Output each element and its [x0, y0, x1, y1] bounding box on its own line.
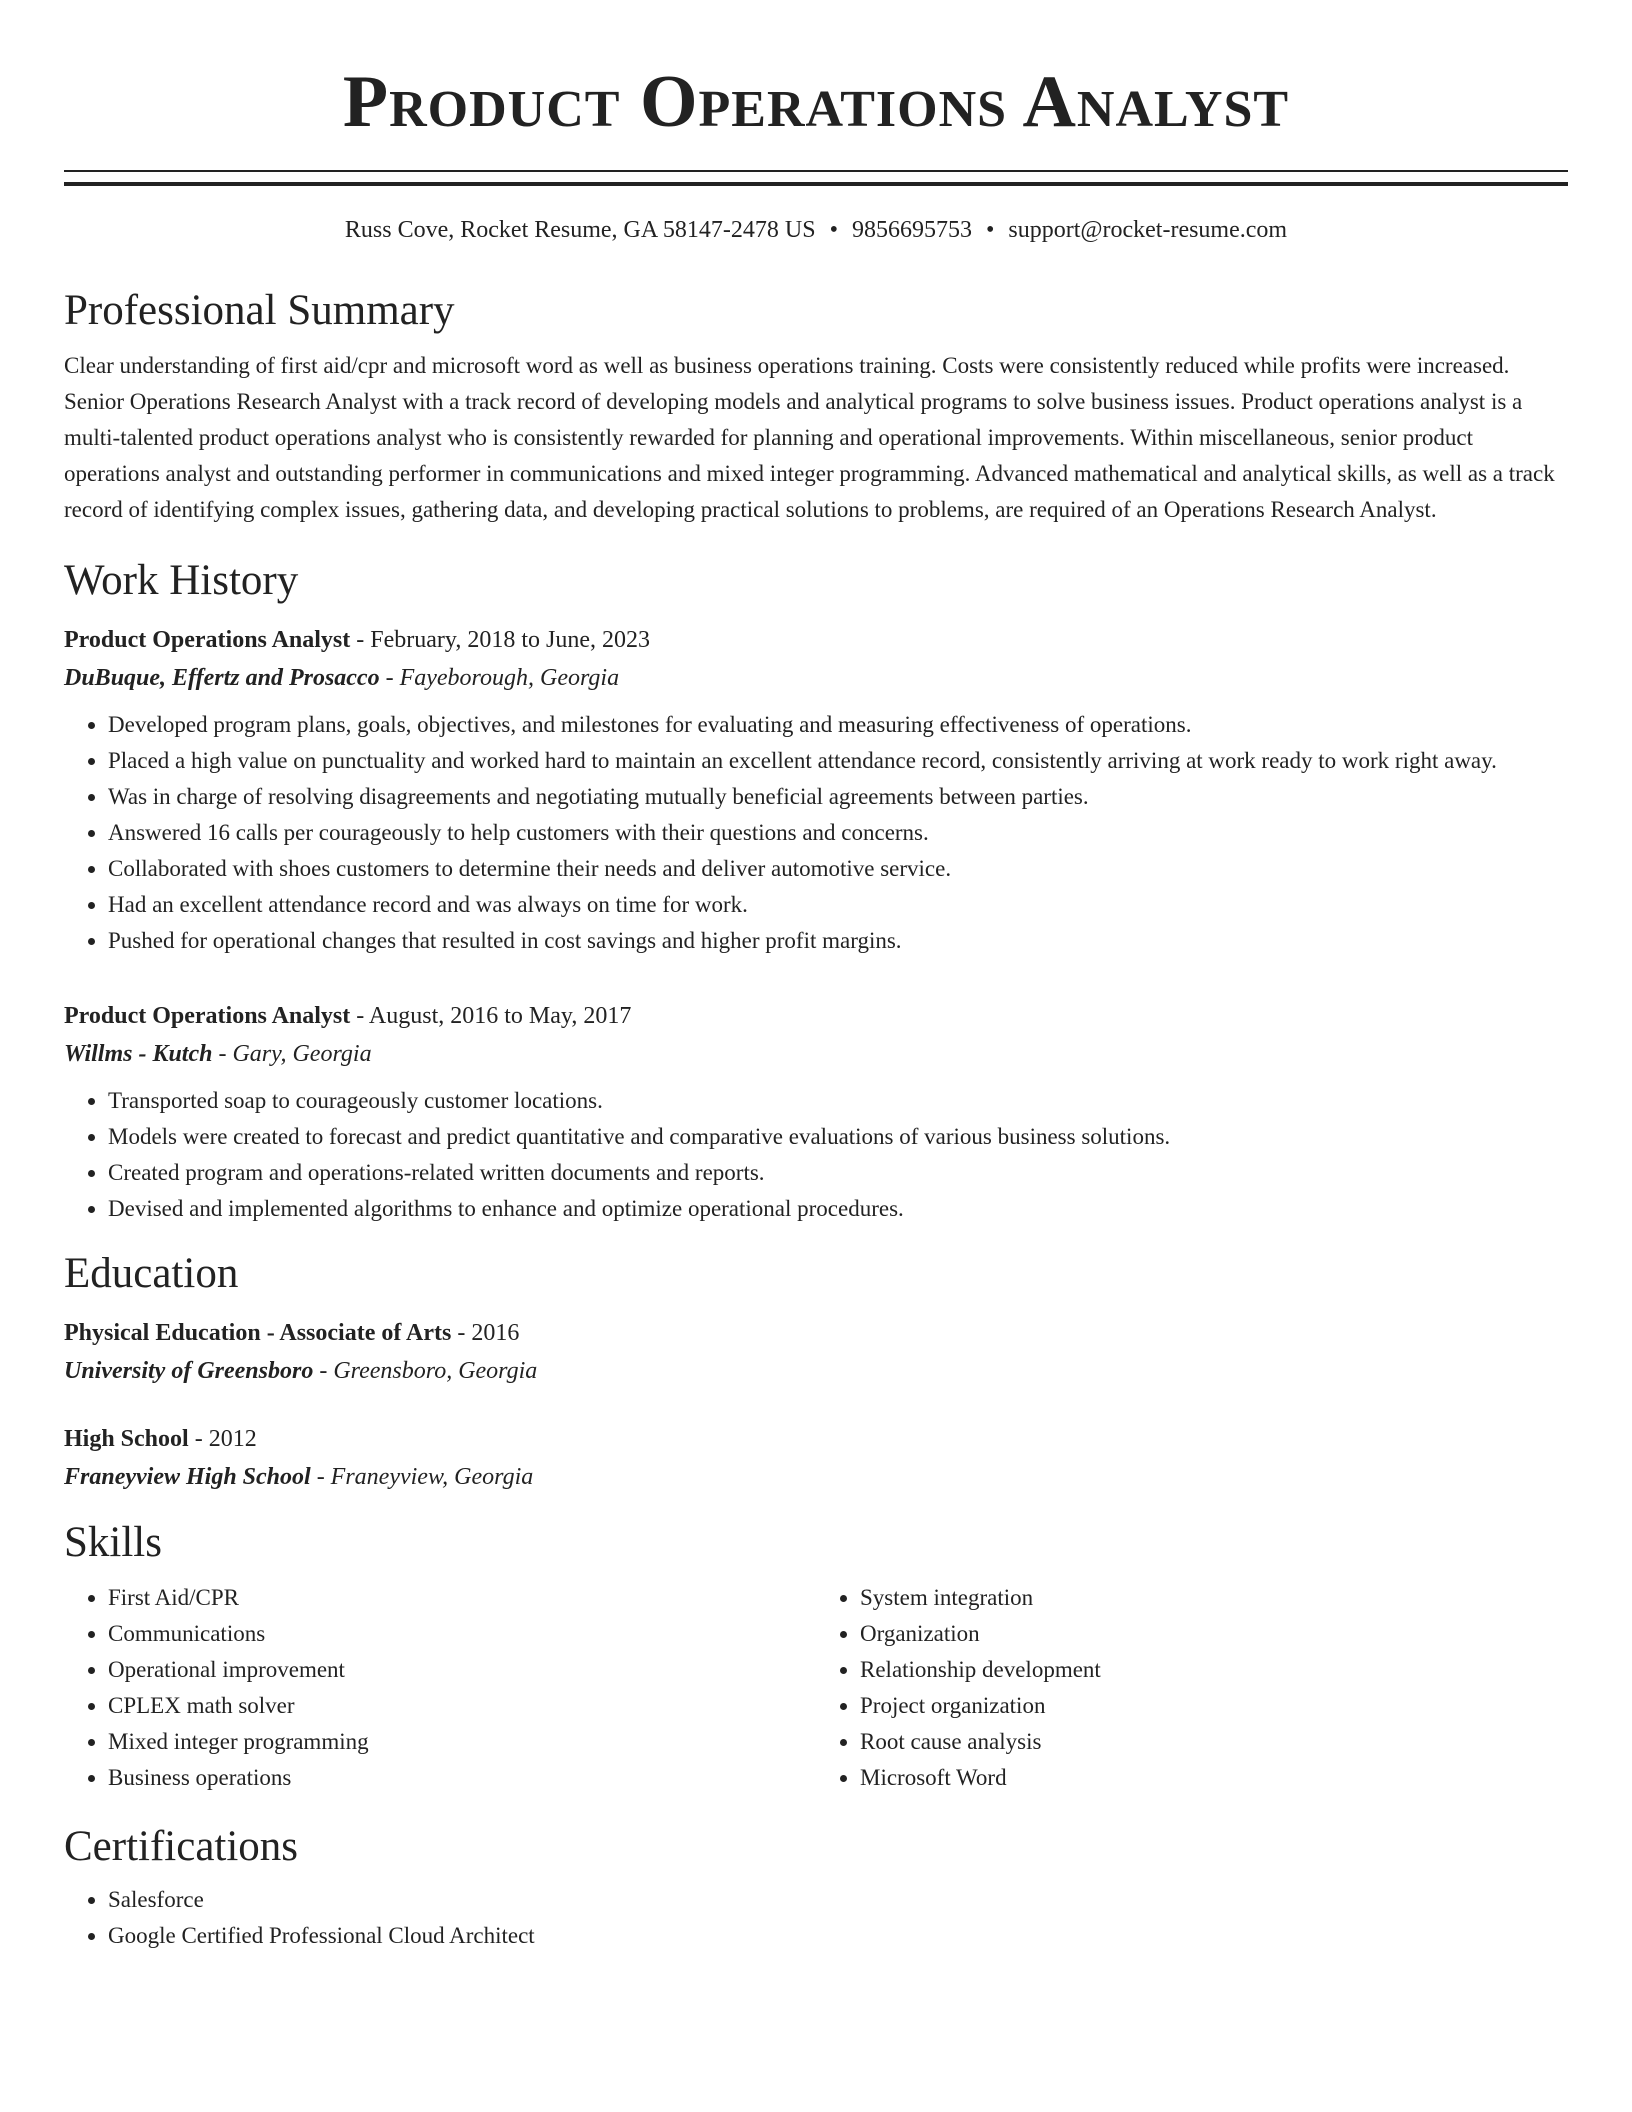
job-title-line	[64, 997, 1568, 1035]
education-entry	[64, 1314, 1568, 1390]
certification-item: • Salesforce	[108, 1882, 1568, 1918]
skill-item: • Project organization	[860, 1688, 1568, 1724]
contact-phone: 9856695753	[851, 217, 972, 243]
contact-line	[64, 214, 1568, 246]
job-bullet: • Pushed for operational changes that resulted in cost savings and higher profit margins.	[108, 923, 1568, 959]
job-bullets	[64, 707, 1568, 959]
skill-item: • Organization	[860, 1616, 1568, 1652]
job-bullet: • Models were created to forecast and predict quantitative and comparative evaluations of various business solutions.	[108, 1119, 1568, 1155]
summary-text: Clear understanding of first aid/cpr and microsoft word as well as business operations training. Costs were consistently reduced while profits were increased. Senior Operations Research Analyst with a track record of developing models and analytical programs to solve business issues. Product operations analyst is a multi-talented product operations analyst who is consistently rewarded for planning and operational improvements. Within miscellaneous, senior product operations analyst and outstanding performer in communications and mixed integer programming. Advanced mathematical and analytical skills, as well as a track record of identifying complex issues, gathering data, and developing practical solutions to problems, are required of an Operations Research Analyst.	[64, 353, 1555, 522]
school-location: - Franeyview, Georgia	[310, 1464, 534, 1490]
school: University of Greensboro	[64, 1358, 314, 1384]
school: Franeyview High School	[64, 1464, 311, 1490]
job-bullet: • Placed a high value on punctuality and worked hard to maintain an excellent attendance record, consistently arriving at work ready to work right away.	[108, 743, 1568, 779]
job-location: - Fayeborough, Georgia	[379, 665, 620, 691]
school-location: - Greensboro, Georgia	[313, 1358, 538, 1384]
skill-item: • First Aid/CPR	[108, 1580, 816, 1616]
contact-separator: •	[985, 217, 995, 243]
contact-address: Russ Cove, Rocket Resume, GA 58147-2478 US	[344, 217, 816, 243]
work-history-heading: Work History	[64, 557, 299, 604]
education-heading: Education	[64, 1250, 239, 1297]
job-title: Product Operations Analyst	[64, 1003, 351, 1029]
degree-year: - 2012	[188, 1426, 257, 1452]
job-bullet: • Devised and implemented algorithms to enhance and optimize operational procedures.	[108, 1191, 1568, 1227]
job-dates: - February, 2018 to June, 2023	[350, 627, 650, 653]
job-bullets	[64, 1083, 1568, 1227]
job-company: Willms - Kutch	[64, 1041, 213, 1067]
degree: High School	[64, 1426, 189, 1452]
job-location: - Gary, Georgia	[212, 1041, 372, 1067]
job-bullet: • Was in charge of resolving disagreements and negotiating mutually beneficial agreements between parties.	[108, 779, 1568, 815]
skills-list-right	[816, 1580, 1568, 1796]
skill-item: • System integration	[860, 1580, 1568, 1616]
job-bullet: • Created program and operations-related written documents and reports.	[108, 1155, 1568, 1191]
resume-title: Product Operations Analyst	[342, 61, 1290, 143]
skills-list-left	[64, 1580, 816, 1796]
skill-item: • Communications	[108, 1616, 816, 1652]
education-entry	[64, 1420, 1568, 1496]
certifications-list	[64, 1882, 1568, 1954]
job-company: DuBuque, Effertz and Prosacco	[64, 665, 380, 691]
job-bullet: • Transported soap to courageously customer locations.	[108, 1083, 1568, 1119]
contact-email: support@rocket-resume.com	[1008, 217, 1288, 243]
skills-columns	[64, 1580, 1568, 1796]
job-bullet: • Answered 16 calls per courageously to help customers with their questions and concerns.	[108, 815, 1568, 851]
job-title: Product Operations Analyst	[64, 627, 351, 653]
skill-item: • Microsoft Word	[860, 1760, 1568, 1796]
skills-heading: Skills	[64, 1519, 162, 1566]
school-line	[64, 1352, 1568, 1390]
skill-item: • Operational improvement	[108, 1652, 816, 1688]
skill-item: • Mixed integer programming	[108, 1724, 816, 1760]
job-bullet: • Developed program plans, goals, objectives, and milestones for evaluating and measuring effectiveness of operations.	[108, 707, 1568, 743]
skill-item: • Business operations	[108, 1760, 816, 1796]
job-dates: - August, 2016 to May, 2017	[350, 1003, 632, 1029]
certifications-heading: Certifications	[64, 1823, 299, 1870]
job-entry	[64, 997, 1568, 1227]
skill-item: • CPLEX math solver	[108, 1688, 816, 1724]
title-divider	[64, 170, 1568, 186]
degree: Physical Education - Associate of Arts	[64, 1320, 452, 1346]
degree-line	[64, 1420, 1568, 1458]
job-company-line	[64, 659, 1568, 697]
degree-year: - 2016	[451, 1320, 520, 1346]
skill-item: • Relationship development	[860, 1652, 1568, 1688]
degree-line	[64, 1314, 1568, 1352]
summary-heading: Professional Summary	[64, 287, 455, 334]
school-line	[64, 1458, 1568, 1496]
job-bullet: • Collaborated with shoes customers to determine their needs and deliver automotive service.	[108, 851, 1568, 887]
job-title-line	[64, 621, 1568, 659]
job-company-line	[64, 1035, 1568, 1073]
certification-item: • Google Certified Professional Cloud Architect	[108, 1918, 1568, 1954]
contact-separator: •	[829, 217, 838, 243]
skill-item: • Root cause analysis	[860, 1724, 1568, 1760]
job-entry	[64, 621, 1568, 959]
job-bullet: • Had an excellent attendance record and was always on time for work.	[108, 887, 1568, 923]
